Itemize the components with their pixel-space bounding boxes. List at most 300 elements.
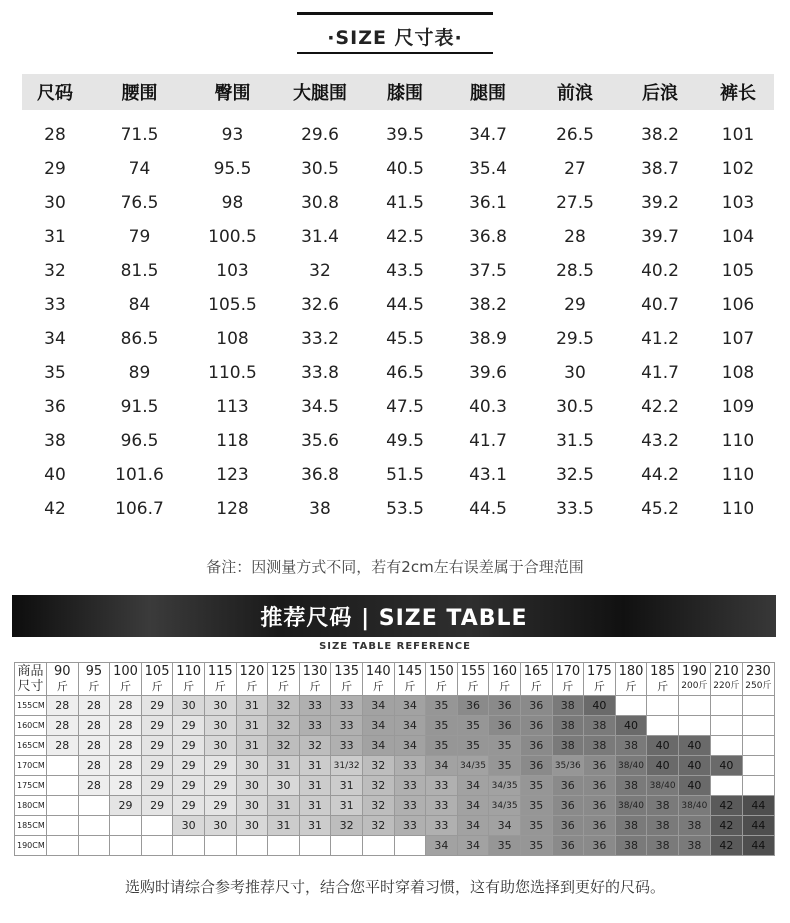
size-table-cell: 33 xyxy=(44,295,66,315)
reference-size-cell: 28 xyxy=(110,756,142,776)
reference-size-cell: 38/40 xyxy=(678,796,710,816)
size-table-cell: 86.5 xyxy=(120,329,159,349)
size-table-header-cell: 后浪 xyxy=(618,74,702,110)
reference-size-cell: 30 xyxy=(268,776,300,796)
reference-size-cell xyxy=(204,836,236,856)
reference-size-cell: 34/35 xyxy=(489,776,521,796)
reference-size-cell xyxy=(236,836,268,856)
size-table-cell: 128 xyxy=(216,499,249,519)
size-table-cell: 49.5 xyxy=(386,431,424,451)
reference-size-cell: 34 xyxy=(489,816,521,836)
weight-unit: 斤 xyxy=(214,680,226,693)
reference-size-cell: 35 xyxy=(520,776,552,796)
reference-size-cell: 34 xyxy=(362,736,394,756)
reference-row xyxy=(15,816,775,836)
reference-size-cell: 29 xyxy=(204,776,236,796)
weight-value: 125 xyxy=(271,664,296,679)
size-table-header-cell: 尺码 xyxy=(22,74,88,110)
reference-size-cell: 31 xyxy=(299,796,331,816)
reference-size-cell xyxy=(47,836,79,856)
size-table-cell: 47.5 xyxy=(386,397,424,417)
size-table-cell: 44.2 xyxy=(641,465,679,485)
reference-size-cell xyxy=(78,816,110,836)
reference-size-cell xyxy=(47,776,79,796)
reference-size-cell: 28 xyxy=(110,696,142,716)
reference-size-cell: 34 xyxy=(426,836,458,856)
reference-size-cell: 32 xyxy=(299,736,331,756)
size-table-cell: 42.5 xyxy=(386,227,424,247)
weight-value: 145 xyxy=(397,664,423,679)
reference-size-cell: 36 xyxy=(584,756,616,776)
reference-size-cell: 34 xyxy=(457,796,489,816)
reference-size-cell: 40 xyxy=(584,696,616,716)
reference-size-cell: 36 xyxy=(552,796,584,816)
size-table-cell: 36.1 xyxy=(469,193,507,213)
reference-size-cell xyxy=(615,696,647,716)
size-table-cell: 40 xyxy=(44,465,66,485)
size-table-cell: 35 xyxy=(44,363,66,383)
weight-unit: 220斤 xyxy=(713,681,740,691)
reference-header-row xyxy=(15,663,775,696)
reference-size-cell: 34 xyxy=(457,816,489,836)
size-table-cell: 33.5 xyxy=(556,499,594,519)
reference-size-cell xyxy=(742,776,774,796)
reference-size-cell: 32 xyxy=(362,816,394,836)
reference-size-cell: 32 xyxy=(268,736,300,756)
reference-corner-label: 商品 xyxy=(17,664,44,679)
size-table-cell: 38 xyxy=(309,499,331,519)
size-table-cell: 34 xyxy=(44,329,66,349)
size-table-cell: 39.2 xyxy=(641,193,679,213)
reference-size-cell: 33 xyxy=(426,796,458,816)
size-table-cell: 35.6 xyxy=(301,431,339,451)
reference-weight-header xyxy=(236,663,268,696)
title-rule-bottom xyxy=(297,52,493,54)
size-table-cell: 106 xyxy=(721,295,755,315)
size-table-cell: 35.4 xyxy=(469,159,507,179)
size-table-cell: 40.5 xyxy=(386,159,424,179)
reference-size-cell: 30 xyxy=(204,816,236,836)
reference-size-cell: 36 xyxy=(552,816,584,836)
reference-size-cell: 34 xyxy=(457,776,489,796)
weight-value: 135 xyxy=(334,664,360,679)
reference-size-cell: 30 xyxy=(236,756,268,776)
reference-size-cell xyxy=(78,836,110,856)
size-table-row xyxy=(22,152,774,186)
reference-size-cell xyxy=(710,776,742,796)
size-table-cell: 110 xyxy=(721,499,755,519)
weight-value: 140 xyxy=(365,664,391,679)
size-table-cell: 41.5 xyxy=(386,193,424,213)
reference-size-cell: 34 xyxy=(394,736,426,756)
size-table-cell: 41.7 xyxy=(641,363,679,383)
size-table-cell: 42.2 xyxy=(641,397,679,417)
reference-weight-header xyxy=(268,663,300,696)
reference-size-cell xyxy=(647,716,679,736)
size-table-cell: 40.7 xyxy=(641,295,679,315)
reference-weight-header xyxy=(520,663,552,696)
size-table-cell: 30.8 xyxy=(301,193,339,213)
reference-size-cell: 38/40 xyxy=(615,756,647,776)
size-table-cell: 110 xyxy=(721,465,755,485)
reference-size-cell: 29 xyxy=(141,716,173,736)
reference-size-cell: 29 xyxy=(204,796,236,816)
title-rule-top xyxy=(297,12,493,15)
reference-size-cell: 31 xyxy=(236,716,268,736)
reference-size-cell: 30 xyxy=(173,816,205,836)
reference-size-cell: 29 xyxy=(173,756,205,776)
reference-size-cell: 28 xyxy=(78,716,110,736)
weight-unit: 200斤 xyxy=(681,681,708,691)
size-table-cell: 38.9 xyxy=(469,329,507,349)
reference-size-cell: 35 xyxy=(426,716,458,736)
weight-value: 90 xyxy=(54,664,71,679)
size-table-cell: 45.2 xyxy=(641,499,679,519)
size-table-cell: 44.5 xyxy=(386,295,424,315)
size-table-cell: 104 xyxy=(721,227,755,247)
reference-size-cell: 33 xyxy=(426,776,458,796)
size-table-cell: 102 xyxy=(721,159,755,179)
size-table-cell: 36.8 xyxy=(301,465,339,485)
reference-size-cell: 42 xyxy=(710,816,742,836)
weight-value: 180 xyxy=(618,664,644,679)
reference-size-cell: 28 xyxy=(78,756,110,776)
size-table-cell: 51.5 xyxy=(386,465,424,485)
size-table-row xyxy=(22,288,774,322)
size-table-cell: 36.8 xyxy=(469,227,507,247)
size-table-cell: 76.5 xyxy=(120,193,159,213)
reference-size-cell: 29 xyxy=(141,776,173,796)
size-table-cell: 45.5 xyxy=(386,329,424,349)
size-table-cell: 43.5 xyxy=(386,261,424,281)
reference-size-cell: 35 xyxy=(426,736,458,756)
reference-size-cell: 40 xyxy=(615,716,647,736)
reference-size-cell: 33 xyxy=(394,776,426,796)
reference-weight-header xyxy=(141,663,173,696)
size-table-cell: 108 xyxy=(216,329,249,349)
reference-size-cell: 36 xyxy=(584,816,616,836)
reference-size-cell: 33 xyxy=(394,816,426,836)
size-table-row xyxy=(22,390,774,424)
reference-size-cell: 28 xyxy=(110,776,142,796)
reference-size-cell: 44 xyxy=(742,796,774,816)
reference-weight-header xyxy=(489,663,521,696)
reference-size-cell: 29 xyxy=(173,776,205,796)
reference-size-cell: 36 xyxy=(584,776,616,796)
reference-size-cell xyxy=(710,736,742,756)
weight-value: 150 xyxy=(429,664,454,679)
size-table-cell: 37.5 xyxy=(469,261,507,281)
weight-value: 175 xyxy=(586,664,612,679)
reference-size-cell: 38/40 xyxy=(615,796,647,816)
size-table-cell: 107 xyxy=(721,329,755,349)
size-table-cell: 29 xyxy=(44,159,66,179)
size-table-cell: 30.5 xyxy=(556,397,594,417)
reference-size-cell: 36 xyxy=(520,736,552,756)
size-table-cell: 100.5 xyxy=(208,227,257,247)
reference-size-cell xyxy=(742,756,774,776)
reference-height-label: 185CM xyxy=(15,816,47,836)
reference-size-cell: 35/36 xyxy=(552,756,584,776)
reference-row xyxy=(15,736,775,756)
reference-grid xyxy=(14,662,775,856)
weight-value: 185 xyxy=(650,664,675,679)
size-table-cell: 40.2 xyxy=(641,261,679,281)
weight-value: 110 xyxy=(176,664,202,679)
size-table-cell: 38 xyxy=(44,431,66,451)
reference-size-cell: 33 xyxy=(299,696,331,716)
weight-unit: 斤 xyxy=(499,680,511,693)
reference-size-cell: 38 xyxy=(552,696,584,716)
weight-value: 230 xyxy=(745,664,771,679)
reference-weight-header xyxy=(647,663,679,696)
reference-size-cell: 35 xyxy=(520,816,552,836)
size-table-body xyxy=(22,110,774,526)
size-table-cell: 38.7 xyxy=(641,159,679,179)
size-table-cell: 43.2 xyxy=(641,431,679,451)
weight-unit: 斤 xyxy=(56,680,68,693)
size-table-cell: 46.5 xyxy=(386,363,424,383)
reference-size-cell: 32 xyxy=(268,696,300,716)
size-table-cell: 53.5 xyxy=(386,499,424,519)
banner-title: 推荐尺码 | SIZE TABLE xyxy=(260,606,528,631)
size-table-cell: 32.5 xyxy=(556,465,594,485)
size-table-cell: 96.5 xyxy=(120,431,159,451)
reference-size-cell xyxy=(647,696,679,716)
size-table-cell: 26.5 xyxy=(556,125,594,145)
size-table-cell: 27.5 xyxy=(556,193,594,213)
size-table-cell: 33.2 xyxy=(301,329,339,349)
size-table-cell: 29.6 xyxy=(301,125,339,145)
size-table-cell: 38.2 xyxy=(641,125,679,145)
reference-weight-header xyxy=(110,663,142,696)
weight-value: 160 xyxy=(492,664,518,679)
weight-value: 210 xyxy=(713,664,739,679)
size-table-cell: 101.6 xyxy=(115,465,164,485)
size-table-cell: 43.1 xyxy=(469,465,507,485)
reference-size-cell xyxy=(331,836,363,856)
reference-weight-header xyxy=(426,663,458,696)
reference-size-cell: 36 xyxy=(520,756,552,776)
reference-size-cell: 29 xyxy=(204,756,236,776)
weight-unit: 斤 xyxy=(562,680,574,693)
reference-size-cell: 38 xyxy=(647,816,679,836)
reference-size-cell: 33 xyxy=(394,796,426,816)
size-table-row xyxy=(22,356,774,390)
reference-height-label: 190CM xyxy=(15,836,47,856)
size-table-cell: 27 xyxy=(564,159,586,179)
reference-size-cell xyxy=(742,696,774,716)
reference-size-cell: 35 xyxy=(489,736,521,756)
size-table-cell: 109 xyxy=(721,397,755,417)
reference-size-cell: 35 xyxy=(520,796,552,816)
size-table xyxy=(22,74,774,526)
reference-size-cell: 42 xyxy=(710,836,742,856)
size-table-cell: 103 xyxy=(216,261,249,281)
size-table-cell: 32.6 xyxy=(301,295,339,315)
size-table-header-cell: 裤长 xyxy=(702,74,774,110)
size-table-cell: 105 xyxy=(721,261,755,281)
reference-size-cell: 38 xyxy=(678,836,710,856)
reference-size-cell xyxy=(141,836,173,856)
reference-size-cell xyxy=(47,756,79,776)
reference-size-cell: 38 xyxy=(552,716,584,736)
size-table-header-cell: 臀围 xyxy=(191,74,274,110)
size-table-cell: 31.4 xyxy=(301,227,339,247)
reference-size-cell xyxy=(678,696,710,716)
reference-size-cell: 36 xyxy=(552,776,584,796)
reference-size-cell: 35 xyxy=(457,716,489,736)
reference-size-cell: 42 xyxy=(710,796,742,816)
size-table-cell: 36 xyxy=(44,397,66,417)
size-table-cell: 31 xyxy=(44,227,66,247)
reference-size-cell: 28 xyxy=(78,776,110,796)
size-table-cell: 113 xyxy=(216,397,249,417)
weight-unit: 斤 xyxy=(404,680,416,693)
reference-size-cell: 29 xyxy=(173,716,205,736)
reference-weight-header xyxy=(204,663,236,696)
reference-size-cell: 31 xyxy=(299,756,331,776)
reference-height-label: 170CM xyxy=(15,756,47,776)
size-table-cell: 30 xyxy=(564,363,586,383)
size-table-header-cell: 膝围 xyxy=(366,74,444,110)
reference-corner-cell xyxy=(15,663,47,696)
weight-value: 95 xyxy=(85,664,103,679)
size-table-cell: 110.5 xyxy=(208,363,257,383)
reference-size-cell xyxy=(110,836,142,856)
reference-size-cell: 29 xyxy=(141,696,173,716)
weight-value: 155 xyxy=(460,664,486,679)
reference-size-cell: 40 xyxy=(678,776,710,796)
reference-size-cell: 34 xyxy=(362,696,394,716)
size-table-row xyxy=(22,254,774,288)
reference-height-label: 165CM xyxy=(15,736,47,756)
reference-size-cell: 38 xyxy=(647,836,679,856)
reference-weight-header xyxy=(678,663,710,696)
weight-unit: 斤 xyxy=(151,680,163,693)
size-table-header-cell: 腿围 xyxy=(444,74,532,110)
reference-weight-header xyxy=(394,663,426,696)
size-table-cell: 28 xyxy=(564,227,586,247)
size-table-row xyxy=(22,186,774,220)
reference-size-cell xyxy=(394,836,426,856)
size-table-row xyxy=(22,492,774,526)
reference-size-cell: 36 xyxy=(584,836,616,856)
reference-size-cell: 36 xyxy=(520,696,552,716)
size-table-cell: 71.5 xyxy=(120,125,159,145)
reference-size-cell: 36 xyxy=(489,696,521,716)
reference-size-cell: 33 xyxy=(331,736,363,756)
reference-size-cell xyxy=(742,716,774,736)
size-table-row xyxy=(22,220,774,254)
reference-size-cell: 32 xyxy=(331,816,363,836)
reference-height-label: 175CM xyxy=(15,776,47,796)
size-table-cell: 103 xyxy=(721,193,755,213)
reference-size-cell: 29 xyxy=(141,736,173,756)
size-table-cell: 106.7 xyxy=(115,499,164,519)
banner-subtitle: SIZE TABLE REFERENCE xyxy=(319,641,471,652)
size-table-row xyxy=(22,322,774,356)
reference-weight-header xyxy=(173,663,205,696)
size-table-cell: 89 xyxy=(128,363,151,383)
reference-size-cell xyxy=(710,716,742,736)
reference-weight-header xyxy=(299,663,331,696)
size-table-cell: 32 xyxy=(309,261,331,281)
reference-size-cell: 36 xyxy=(489,716,521,736)
reference-size-cell xyxy=(47,796,79,816)
size-table-cell: 81.5 xyxy=(120,261,159,281)
weight-unit: 斤 xyxy=(467,680,479,693)
reference-size-cell: 44 xyxy=(742,816,774,836)
reference-size-cell: 35 xyxy=(489,836,521,856)
size-table-cell: 29 xyxy=(564,295,586,315)
reference-row xyxy=(15,796,775,816)
reference-size-cell: 30 xyxy=(236,776,268,796)
size-table-cell: 91.5 xyxy=(120,397,159,417)
size-table-cell: 84 xyxy=(128,295,151,315)
reference-size-cell: 28 xyxy=(78,696,110,716)
reference-size-cell: 33 xyxy=(426,816,458,836)
reference-size-cell: 40 xyxy=(647,756,679,776)
reference-size-cell: 44 xyxy=(742,836,774,856)
reference-size-cell: 28 xyxy=(78,736,110,756)
weight-unit: 斤 xyxy=(341,680,353,693)
reference-size-cell: 34/35 xyxy=(457,756,489,776)
reference-size-cell: 36 xyxy=(584,796,616,816)
size-table-cell: 118 xyxy=(216,431,249,451)
reference-size-cell: 29 xyxy=(141,756,173,776)
reference-height-label: 155CM xyxy=(15,696,47,716)
size-table-cell: 95.5 xyxy=(213,159,252,179)
reference-size-cell: 31 xyxy=(236,696,268,716)
reference-size-cell: 40 xyxy=(678,736,710,756)
reference-size-cell: 38 xyxy=(552,736,584,756)
reference-size-cell: 32 xyxy=(268,716,300,736)
size-table-row xyxy=(22,458,774,492)
reference-corner-label: 尺寸 xyxy=(17,679,44,694)
reference-size-cell: 34 xyxy=(362,716,394,736)
reference-size-cell: 29 xyxy=(173,796,205,816)
size-table-cell: 74 xyxy=(128,159,151,179)
reference-size-cell xyxy=(141,816,173,836)
size-table-cell: 41.2 xyxy=(641,329,679,349)
reference-size-cell xyxy=(710,696,742,716)
reference-size-cell: 38 xyxy=(647,796,679,816)
reference-size-cell: 30 xyxy=(204,736,236,756)
reference-weight-header xyxy=(331,663,363,696)
reference-weight-header xyxy=(362,663,394,696)
size-table-cell: 110 xyxy=(721,431,755,451)
size-table-cell: 31.5 xyxy=(556,431,594,451)
size-table-cell: 34.5 xyxy=(301,397,339,417)
reference-size-cell: 28 xyxy=(110,716,142,736)
size-table-banner xyxy=(12,595,776,637)
reference-size-cell: 29 xyxy=(141,796,173,816)
size-table-header-cell: 前浪 xyxy=(532,74,618,110)
weight-unit: 斤 xyxy=(435,680,447,693)
reference-size-cell: 31 xyxy=(268,796,300,816)
reference-size-cell: 33 xyxy=(299,716,331,736)
size-table-cell: 98 xyxy=(221,193,244,213)
reference-size-cell: 40 xyxy=(647,736,679,756)
reference-size-cell: 36 xyxy=(457,696,489,716)
reference-size-cell xyxy=(78,796,110,816)
weight-value: 190 xyxy=(681,664,707,679)
reference-weight-header xyxy=(457,663,489,696)
reference-size-cell: 34 xyxy=(426,756,458,776)
size-table-cell: 38.2 xyxy=(469,295,507,315)
size-table-cell: 79 xyxy=(128,227,151,247)
